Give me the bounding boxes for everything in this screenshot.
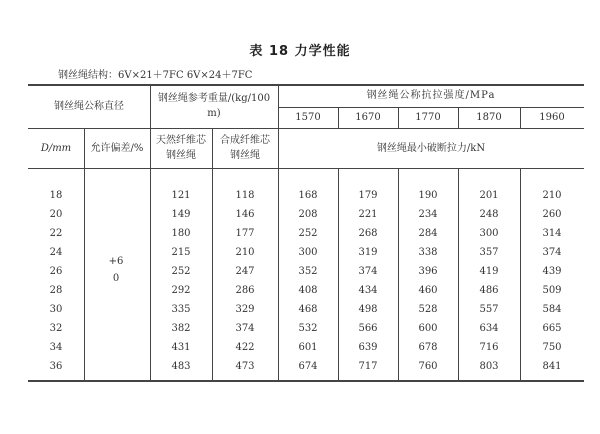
force-value: 760	[418, 361, 438, 372]
force-value: 300	[479, 228, 499, 239]
grade-1870: 1870	[476, 112, 502, 123]
weight-value: 335	[171, 304, 191, 315]
header-d-mm: D/mm	[40, 142, 72, 154]
weight-value: 210	[235, 247, 255, 258]
table-title: 表 18 力学性能	[249, 44, 351, 59]
diameter-value: 18	[49, 190, 63, 201]
diameter-value: 36	[49, 361, 63, 372]
weight-value: 422	[235, 342, 255, 353]
weight-value: 431	[171, 342, 191, 353]
column-force-1960	[520, 186, 584, 376]
force-value: 179	[358, 190, 378, 201]
force-value: 468	[298, 304, 318, 315]
grade-1670: 1670	[355, 112, 381, 123]
force-value: 352	[298, 266, 318, 277]
force-value: 268	[358, 228, 378, 239]
force-value: 338	[418, 247, 438, 258]
force-value: 557	[479, 304, 499, 315]
diameter-value: 22	[49, 228, 63, 239]
weight-value: 146	[235, 209, 255, 220]
force-value: 221	[358, 209, 378, 220]
diameter-value: 32	[49, 323, 63, 334]
diameter-value: 26	[49, 266, 63, 277]
force-value: 314	[542, 228, 562, 239]
header-natural-fiber: 天然纤维芯钢丝绳	[156, 135, 206, 161]
grade-1960: 1960	[539, 112, 565, 123]
grade-1770: 1770	[415, 112, 441, 123]
force-value: 584	[542, 304, 562, 315]
force-value: 319	[358, 247, 378, 258]
force-value: 803	[479, 361, 499, 372]
header-tensile-strength: 钢丝绳公称抗拉强度/MPa	[366, 90, 496, 101]
force-value: 357	[479, 247, 499, 258]
rule-header-bottom	[28, 168, 584, 169]
force-value: 374	[358, 266, 378, 277]
header-ref-weight: 钢丝绳参考重量/(kg/100 m)	[157, 93, 271, 119]
force-value: 674	[298, 361, 318, 372]
weight-value: 329	[235, 304, 255, 315]
weight-value: 374	[235, 323, 255, 334]
force-value: 408	[298, 285, 318, 296]
force-value: 260	[542, 209, 562, 220]
diameter-value: 30	[49, 304, 63, 315]
force-value: 566	[358, 323, 378, 334]
force-value: 201	[479, 190, 499, 201]
header-synthetic-fiber: 合成纤维芯钢丝绳	[220, 135, 270, 161]
weight-value: 180	[171, 228, 191, 239]
force-value: 284	[418, 228, 438, 239]
force-value: 248	[479, 209, 499, 220]
weight-value: 121	[171, 190, 191, 201]
force-value: 841	[542, 361, 562, 372]
force-value: 600	[418, 323, 438, 334]
weight-value: 118	[235, 190, 255, 201]
weight-value: 149	[171, 209, 191, 220]
force-value: 374	[542, 247, 562, 258]
column-synthetic-fiber-weight	[212, 186, 278, 376]
weight-value: 382	[171, 323, 191, 334]
force-value: 168	[298, 190, 318, 201]
diameter-value: 24	[49, 247, 63, 258]
force-value: 190	[418, 190, 438, 201]
weight-value: 286	[235, 285, 255, 296]
force-value: 639	[358, 342, 378, 353]
force-value: 419	[479, 266, 499, 277]
rope-structure-caption: 钢丝绳结构：6V×21＋7FC 6V×24＋7FC	[58, 70, 253, 81]
header-nominal-diameter: 钢丝绳公称直径	[54, 100, 124, 112]
force-value: 678	[418, 342, 438, 353]
force-value: 460	[418, 285, 438, 296]
force-value: 234	[418, 209, 438, 220]
force-value: 716	[479, 342, 499, 353]
weight-value: 215	[171, 247, 191, 258]
column-force-1770	[398, 186, 458, 376]
diameter-value: 28	[49, 285, 63, 296]
rule-bottom	[28, 380, 584, 382]
force-value: 634	[479, 323, 499, 334]
force-value: 717	[358, 361, 378, 372]
weight-value: 473	[235, 361, 255, 372]
weight-value: 247	[235, 266, 255, 277]
column-force-1570	[278, 186, 338, 376]
force-value: 252	[298, 228, 318, 239]
force-value: 439	[542, 266, 562, 277]
column-force-1870	[458, 186, 520, 376]
force-value: 750	[542, 342, 562, 353]
force-value: 498	[358, 304, 378, 315]
rule-v-1	[84, 128, 85, 380]
header-tolerance: 允许偏差/%	[90, 142, 144, 154]
weight-value: 292	[171, 285, 191, 296]
header-min-breaking-force: 钢丝绳最小破断拉力/kN	[376, 142, 486, 154]
force-value: 509	[542, 285, 562, 296]
column-force-1670	[338, 186, 398, 376]
force-value: 486	[479, 285, 499, 296]
force-value: 528	[418, 304, 438, 315]
column-diameter	[28, 186, 84, 376]
diameter-value: 34	[49, 342, 63, 353]
tolerance-upper: +6	[108, 256, 124, 267]
column-natural-fiber-weight	[150, 186, 212, 376]
force-value: 532	[298, 323, 318, 334]
diameter-value: 20	[49, 209, 63, 220]
weight-value: 483	[171, 361, 191, 372]
force-value: 210	[542, 190, 562, 201]
force-value: 300	[298, 247, 318, 258]
grade-1570: 1570	[295, 112, 321, 123]
force-value: 601	[298, 342, 318, 353]
force-value: 434	[358, 285, 378, 296]
force-value: 665	[542, 323, 562, 334]
force-value: 396	[418, 266, 438, 277]
weight-value: 252	[171, 266, 191, 277]
weight-value: 177	[235, 228, 255, 239]
tolerance-lower: 0	[112, 273, 120, 284]
force-value: 208	[298, 209, 318, 220]
